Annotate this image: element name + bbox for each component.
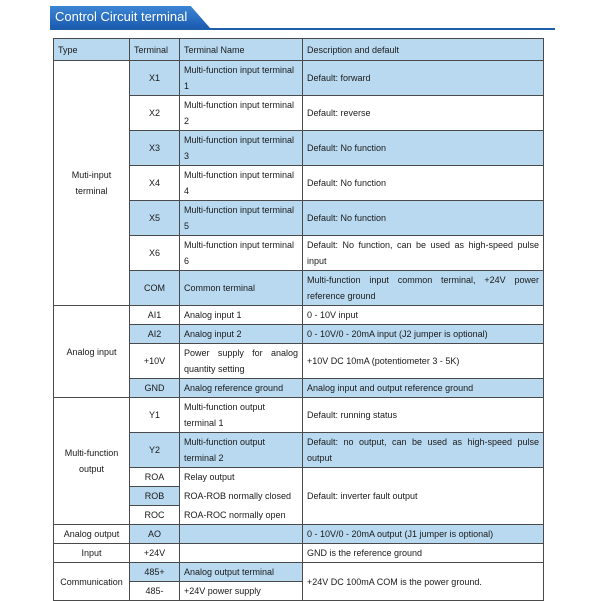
- description-cell: Default: inverter fault output: [303, 468, 544, 525]
- description-cell: GND is the reference ground: [303, 544, 544, 563]
- terminal-cell: ROB: [130, 487, 180, 506]
- page-title: Control Circuit terminal: [55, 9, 188, 24]
- terminal-name-cell: Analog input 1: [180, 306, 303, 325]
- type-cell: Multi-function output: [54, 398, 130, 525]
- table-row: [54, 306, 544, 325]
- control-terminal-table: [53, 38, 544, 601]
- description-cell: 0 - 10V/0 - 20mA input (J2 jumper is optional): [303, 325, 544, 344]
- terminal-cell: ROC: [130, 506, 180, 525]
- terminal-cell: COM: [130, 271, 180, 306]
- header-description: Description and default: [303, 39, 544, 61]
- terminal-cell: GND: [130, 379, 180, 398]
- terminal-name-cell: Multi-function input terminal 6: [180, 236, 303, 271]
- terminal-name-cell: Analog reference ground: [180, 379, 303, 398]
- table-row: [54, 563, 544, 582]
- header-terminal-name: Terminal Name: [180, 39, 303, 61]
- description-cell: Default: No function: [303, 131, 544, 166]
- description-cell: +24V DC 100mA COM is the power ground.: [303, 563, 544, 601]
- terminal-cell: AI1: [130, 306, 180, 325]
- terminal-name-cell: ROA-ROB normally closed: [180, 487, 303, 506]
- terminal-name-cell: Multi-function output terminal 2: [180, 433, 303, 468]
- table-row: [54, 544, 544, 563]
- terminal-cell: X4: [130, 166, 180, 201]
- description-cell: Default: reverse: [303, 96, 544, 131]
- type-cell: Analog input: [54, 306, 130, 398]
- terminal-name-cell: Multi-function input terminal 2: [180, 96, 303, 131]
- table-header-row: [54, 39, 544, 61]
- description-cell: Default: running status: [303, 398, 544, 433]
- terminal-cell: +24V: [130, 544, 180, 563]
- terminal-cell: ROA: [130, 468, 180, 487]
- description-cell: 0 - 10V input: [303, 306, 544, 325]
- description-cell: Multi-function input common terminal, +24V power reference ground: [303, 271, 544, 306]
- type-cell: Communication: [54, 563, 130, 601]
- description-cell: Default: No function, can be used as high-speed pulse input: [303, 236, 544, 271]
- type-cell: Analog output: [54, 525, 130, 544]
- terminal-name-cell: Multi-function input terminal 1: [180, 61, 303, 96]
- terminal-name-cell: +24V power supply: [180, 582, 303, 601]
- terminal-cell: AO: [130, 525, 180, 544]
- terminal-name-cell: Common terminal: [180, 271, 303, 306]
- terminal-cell: 485+: [130, 563, 180, 582]
- terminal-cell: Y2: [130, 433, 180, 468]
- terminal-name-cell: Analog output terminal: [180, 563, 303, 582]
- terminal-cell: AI2: [130, 325, 180, 344]
- terminal-cell: +10V: [130, 344, 180, 379]
- table-row: [54, 61, 544, 96]
- terminal-cell: X2: [130, 96, 180, 131]
- terminal-cell: X5: [130, 201, 180, 236]
- terminal-cell: X3: [130, 131, 180, 166]
- terminal-name-cell: Power supply for analog quantity setting: [180, 344, 303, 379]
- terminal-name-cell: Multi-function input terminal 3: [180, 131, 303, 166]
- terminal-name-cell: Multi-function input terminal 4: [180, 166, 303, 201]
- table-row: [54, 398, 544, 433]
- header-type: Type: [54, 39, 130, 61]
- terminal-cell: 485-: [130, 582, 180, 601]
- description-cell: Default: forward: [303, 61, 544, 96]
- description-cell: 0 - 10V/0 - 20mA output (J1 jumper is optional): [303, 525, 544, 544]
- table-row: [54, 525, 544, 544]
- type-cell: Input: [54, 544, 130, 563]
- description-cell: Analog input and output reference ground: [303, 379, 544, 398]
- description-cell: Default: no output, can be used as high-speed pulse output: [303, 433, 544, 468]
- type-cell: Muti-input terminal: [54, 61, 130, 306]
- header-terminal: Terminal: [130, 39, 180, 61]
- terminal-name-cell: Multi-function output terminal 1: [180, 398, 303, 433]
- terminal-name-cell: Multi-function input terminal 5: [180, 201, 303, 236]
- section-header: [50, 6, 555, 30]
- description-cell: Default: No function: [303, 166, 544, 201]
- terminal-cell: X1: [130, 61, 180, 96]
- description-cell: Default: No function: [303, 201, 544, 236]
- terminal-name-cell: [180, 525, 303, 544]
- terminal-name-cell: [180, 544, 303, 563]
- terminal-name-cell: ROA-ROC normally open: [180, 506, 303, 525]
- terminal-cell: X6: [130, 236, 180, 271]
- terminal-name-cell: Analog input 2: [180, 325, 303, 344]
- terminal-name-cell: Relay output: [180, 468, 303, 487]
- terminal-cell: Y1: [130, 398, 180, 433]
- description-cell: +10V DC 10mA (potentiometer 3 - 5K): [303, 344, 544, 379]
